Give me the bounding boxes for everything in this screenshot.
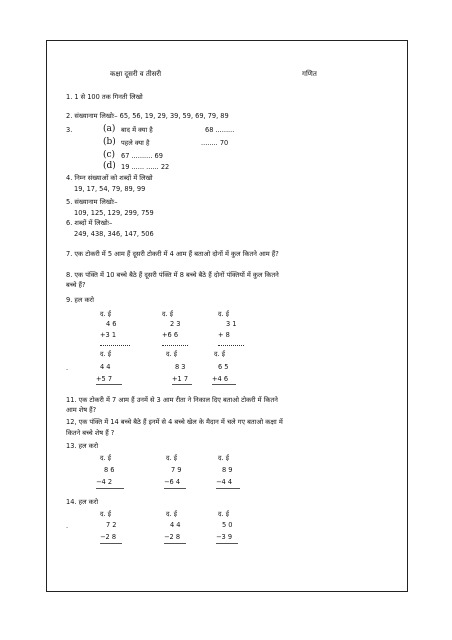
q13-col-header: द. ई	[166, 454, 177, 462]
question-5-values: 109, 125, 129, 299, 759	[74, 209, 154, 217]
q13-problem-bottom: −6 4	[164, 478, 181, 486]
q14-problem-bottom: −2 8	[164, 533, 181, 541]
answer-line	[96, 488, 124, 489]
question-4-values: 19, 17, 54, 79, 89, 99	[74, 185, 146, 193]
q13-col-header: द. ई	[218, 454, 229, 462]
q3-part-d-label: (d)	[103, 161, 116, 171]
answer-line	[100, 543, 122, 544]
question-8-line-2: बच्चे हैं?	[66, 281, 86, 289]
q9-col-header: द. ई	[100, 350, 111, 358]
answer-line	[96, 384, 122, 385]
question-14-title: 14. हल करो	[66, 498, 99, 506]
answer-line	[164, 488, 186, 489]
q9-problem-bottom: +6 6	[162, 331, 179, 339]
question-6-values: 249, 438, 346, 147, 506	[74, 230, 154, 238]
q13-problem-top: 8 9	[222, 466, 233, 474]
q9-problem-top: 8 3	[175, 363, 186, 371]
answer-line	[100, 345, 130, 346]
answer-line	[164, 543, 186, 544]
q14-problem-top: 4 4	[170, 521, 181, 529]
answer-line	[216, 488, 240, 489]
q9-problem-bottom: +4 6	[212, 375, 229, 383]
question-8-line-1: 8. एक पंक्ति में 10 बच्चे बैठे हैं दूसरी पंक्ति में 8 बच्चे बैठे हैं दोनों पंक्तियों में कुल कितने	[66, 271, 279, 279]
q13-col-header: द. ई	[100, 454, 111, 462]
q9-problem-top: 3 1	[226, 320, 237, 328]
question-9-title: 9. हल करो	[66, 296, 94, 304]
q13-problem-bottom: −4 4	[216, 478, 233, 486]
q3-part-d-text: 19 ...... ...... 22	[121, 163, 170, 171]
q3-part-b-value: ........ 70	[201, 139, 229, 147]
q9-problem-bottom: +1 7	[172, 375, 189, 383]
q3-part-b-text: पहले क्या है	[121, 139, 150, 147]
answer-line	[216, 543, 238, 544]
q9-col-header: द. ई	[214, 350, 225, 358]
q3-part-c-label: (c)	[103, 150, 116, 160]
q9-col-header: द. ई	[218, 310, 229, 318]
q14-col-header: द. ई	[218, 510, 229, 518]
q9-problem-top: 6 5	[218, 363, 229, 371]
q9-col-header: द. ई	[166, 350, 177, 358]
question-12-line-1: 12, एक पंक्ति में 14 बच्चे बैठे हैं इनमें से 4 बच्चे खेल के मैदान में चले गए बताओ कक्षा में	[66, 418, 283, 426]
q3-part-a-value: 68 .........	[205, 126, 235, 134]
q13-problem-top: 7 9	[171, 466, 182, 474]
q14-problem-bottom: −3 9	[216, 533, 233, 541]
question-13-title: 13. हल करो	[66, 442, 99, 450]
answer-line	[172, 384, 192, 385]
answer-line	[212, 384, 236, 385]
q14-problem-top: 7 2	[106, 521, 117, 529]
answer-line	[218, 345, 244, 346]
question-4: 4. निम्न संख्याओं को शब्दों में लिखो	[66, 174, 153, 182]
q14-col-header: द. ई	[100, 510, 111, 518]
q14-problem-top: 5 0	[222, 521, 233, 529]
question-3-number: 3.	[66, 126, 73, 134]
q3-part-a-label: (a)	[103, 124, 116, 134]
q9-problem-top: 4 4	[100, 363, 111, 371]
q3-part-c-text: 67 .......... 69	[121, 152, 163, 160]
q13-problem-bottom: −4 2	[96, 478, 113, 486]
q9-col-header: द. ई	[162, 310, 173, 318]
subject-title: गणित	[302, 70, 317, 78]
row-mark: .	[66, 364, 69, 372]
q14-col-header: द. ई	[166, 510, 177, 518]
q9-problem-bottom: +5 7	[96, 375, 113, 383]
q14-problem-bottom: −2 8	[100, 533, 117, 541]
question-1: 1. 1 से 100 तक गिनती लिखो	[66, 93, 143, 101]
question-6: 6. शब्दों में लिखोः–	[66, 219, 113, 227]
q9-problem-top: 4 6	[106, 320, 117, 328]
q3-part-a-text: बाद में क्या है	[121, 126, 153, 134]
row-mark: .	[66, 522, 69, 530]
question-11-line-1: 11. एक टोकरी में 7 आम हैं उनमें से 3 आम रीता ने निकाल दिए बताओ टोकरी में कितने	[66, 396, 278, 404]
q3-part-b-label: (b)	[103, 137, 116, 147]
question-2: 2. संख्यानाम लिखोः– 65, 56, 19, 29, 39, 59, 69, 79, 89	[66, 112, 229, 120]
q9-problem-bottom: + 8	[218, 331, 230, 339]
question-11-line-2: आम शेष हैं?	[66, 406, 97, 414]
q9-problem-top: 2 3	[170, 320, 181, 328]
q13-problem-top: 8 6	[104, 466, 115, 474]
class-title: कक्षा दूसरी व तीसरी	[110, 70, 162, 78]
question-12-line-2: कितने बच्चे शेष हैं ?	[66, 429, 115, 437]
question-7: 7. एक टोकरी में 5 आम हैं दूसरी टोकरी में 4 आम हैं बताओ दोनों में कुल कितने आम हैं?	[66, 250, 279, 258]
q9-problem-bottom: +3 1	[100, 331, 117, 339]
q9-col-header: द. ई	[100, 310, 111, 318]
question-5: 5. संख्यानाम लिखोः–	[66, 198, 118, 206]
answer-line	[162, 345, 188, 346]
